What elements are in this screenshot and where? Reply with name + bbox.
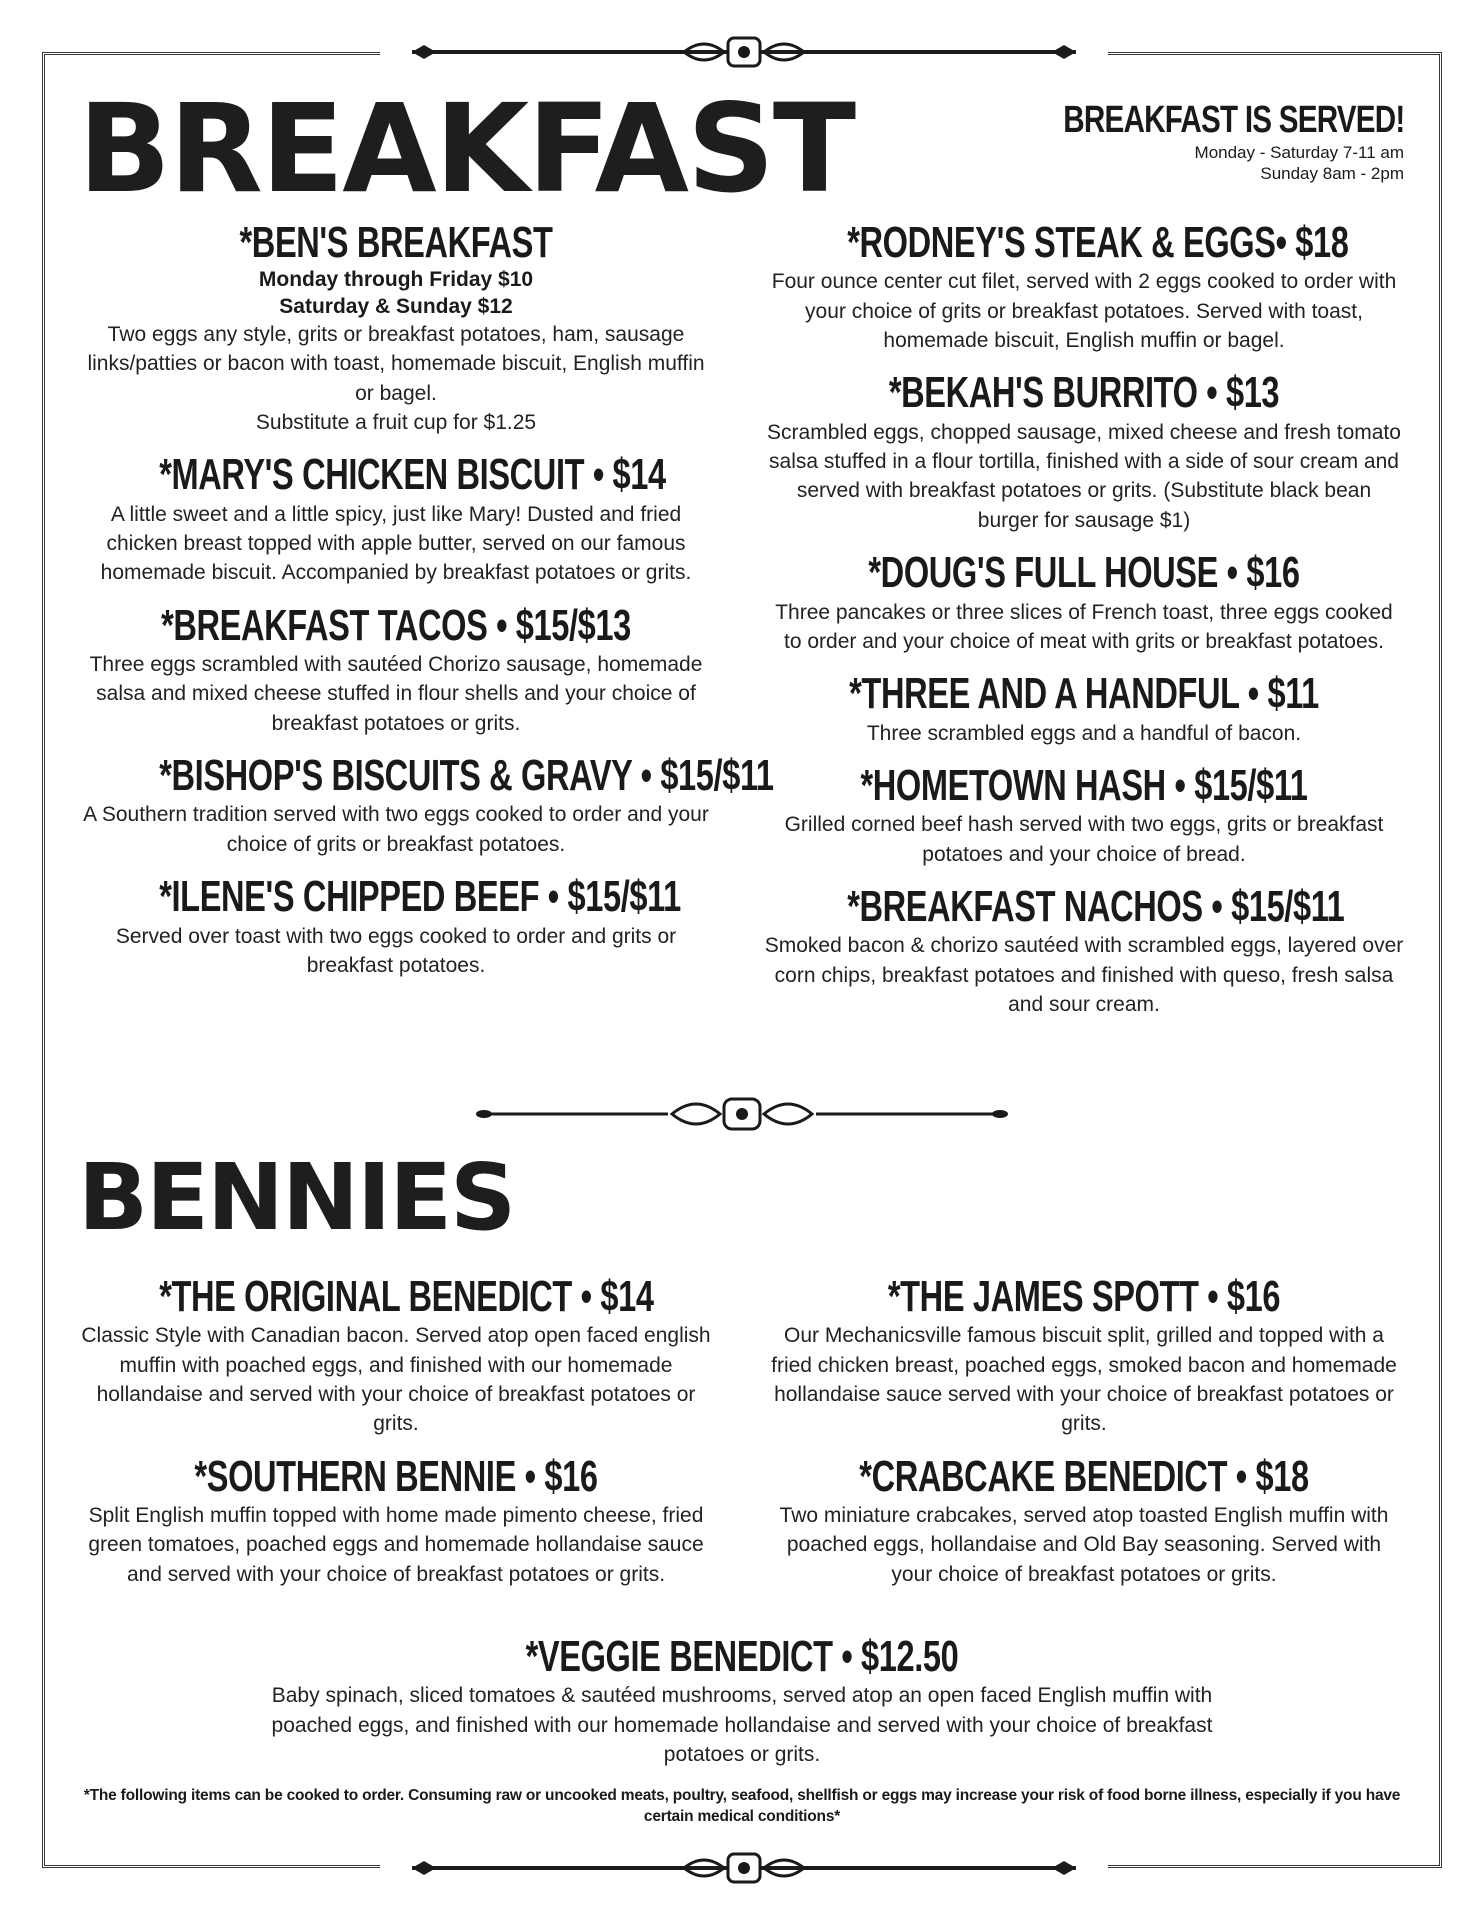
menu-item-description: Two eggs any style, grits or breakfast potatoes, ham, sausage links/patties or bacon with toast, homemade biscuit, English muffin or bagel.: [87, 322, 705, 405]
menu-item-title: *ILENE'S CHIPPED BEEF • $15/$11: [159, 872, 681, 922]
menu-item: [764, 368, 1404, 535]
menu-item-title: *HOMETOWN HASH • $15/$11: [860, 760, 1308, 810]
food-safety-footnote: *The following items can be cooked to order. Consuming raw or uncooked meats, poultry, seafood, shellfish or eggs may increase your risk of food borne illness, especially if you have certain medical conditions*: [83, 1787, 1401, 1825]
menu-item-title: *BREAKFAST NACHOS • $15/$11: [847, 882, 1345, 932]
breakfast-hours-heading: BREAKFAST IS SERVED!: [1062, 99, 1404, 141]
menu-item-title: *THREE AND A HANDFUL • $11: [849, 669, 1319, 719]
menu-item: [76, 450, 716, 587]
menu-item: [76, 1272, 716, 1439]
menu-item-title: *RODNEY'S STEAK & EGGS• $18: [847, 218, 1349, 267]
menu-item-description: A Southern tradition served with two eggs cooked to order and your choice of grits or breakfast potatoes.: [83, 803, 709, 856]
menu-item-title: *DOUG'S FULL HOUSE • $16: [868, 548, 1300, 598]
menu-item: [76, 1452, 716, 1589]
menu-item-description: A little sweet and a little spicy, just like Mary! Dusted and fried chicken breast topped with apple butter, served on our famous homemade biscuit. Accompanied by breakfast potatoes or grits.: [100, 502, 692, 585]
bennies-section-title: BENNIES: [78, 1144, 515, 1251]
menu-item-description: Smoked bacon & chorizo sautéed with scrambled eggs, layered over corn chips, breakfast potatoes and finished with queso, fresh salsa and sour cream.: [764, 934, 1404, 1017]
bennies-right-column: [764, 1272, 1404, 1602]
menu-item-description: Three eggs scrambled with sautéed Chorizo sausage, homemade salsa and mixed cheese stuffed in flour shells and your choice of breakfast potatoes or grits.: [89, 653, 703, 735]
menu-item: [76, 218, 716, 437]
menu-item-title: *CRABCAKE BENEDICT • $18: [859, 1451, 1309, 1501]
menu-item-price-weekday: Monday through Friday $10: [258, 268, 534, 292]
menu-item-description: Two miniature crabcakes, served atop toasted English muffin with poached eggs, hollandaise and Old Bay seasoning. Served with your choice of breakfast potatoes or grits.: [779, 1504, 1389, 1586]
top-flourish-ornament: [380, 34, 1108, 70]
bennies-left-column: [76, 1272, 716, 1602]
menu-item: [764, 882, 1404, 1019]
menu-item: [76, 751, 774, 859]
menu-item: [764, 218, 1404, 355]
menu-item-description: Three pancakes or three slices of French toast, three eggs cooked to order and your choice of meat with grits or breakfast potatoes.: [775, 600, 1393, 653]
menu-item-title: *BISHOP'S BISCUITS & GRAVY • $15/$11: [159, 751, 774, 801]
menu-item-title: *VEGGIE BENEDICT • $12.50: [525, 1632, 959, 1681]
menu-item-title: *THE ORIGINAL BENEDICT • $14: [159, 1272, 654, 1321]
breakfast-section-title: BREAKFAST: [78, 78, 855, 220]
menu-item-price-weekend: Saturday & Sunday $12: [279, 294, 513, 318]
menu-item: [764, 548, 1404, 656]
menu-item-title: *THE JAMES SPOTT • $16: [887, 1272, 1281, 1321]
menu-item: [764, 1452, 1404, 1589]
menu-item-description: Four ounce center cut filet, served with 2 eggs cooked to order with your choice of grits or breakfast potatoes. Served with toast, homemade biscuit, English muffin or bagel.: [771, 270, 1397, 353]
menu-item: [76, 601, 716, 738]
menu-item-description: Scrambled eggs, chopped sausage, mixed cheese and fresh tomato salsa stuffed in a flour tortilla, finished with a side of sour cream and served with breakfast potatoes or grits. (Substitute black bean burger for sausage $1): [767, 420, 1401, 532]
menu-item-title: *SOUTHERN BENNIE • $16: [194, 1451, 598, 1501]
menu-item-note: Substitute a fruit cup for $1.25: [255, 410, 537, 434]
menu-item: [764, 1272, 1404, 1439]
bennies-center-item: [242, 1632, 1242, 1769]
menu-item-description: Grilled corned beef hash served with two eggs, grits or breakfast potatoes and your choice of bread.: [784, 813, 1384, 866]
section-divider-ornament: [472, 1094, 1012, 1134]
menu-item-description: Classic Style with Canadian bacon. Served atop open faced english muffin with poached eggs, and finished with our homemade hollandaise and served with your choice of breakfast potatoes or grits.: [81, 1324, 711, 1436]
menu-item-title: *MARY'S CHICKEN BISCUIT • $14: [159, 450, 666, 500]
breakfast-hours: [967, 100, 1404, 184]
breakfast-hours-weekday: Monday - Saturday 7-11 am: [1194, 142, 1404, 162]
menu-item-description: Three scrambled eggs and a handful of bacon.: [866, 721, 1302, 745]
menu-item-description: Split English muffin topped with home made pimento cheese, fried green tomatoes, poached eggs and homemade hollandaise sauce and served with your choice of breakfast potatoes or grits.: [88, 1504, 704, 1586]
breakfast-left-column: [76, 218, 774, 993]
menu-item: [764, 669, 1404, 748]
menu-item-title: *BEN'S BREAKFAST: [239, 218, 553, 267]
breakfast-right-column: [764, 218, 1404, 1032]
menu-item-title: *BREAKFAST TACOS • $15/$13: [161, 600, 631, 650]
menu-item-description: Our Mechanicsville famous biscuit split, grilled and topped with a fried chicken breast, poached eggs, smoked bacon and homemade hollandaise sauce served with your choice of breakfast potatoes or grits.: [771, 1324, 1397, 1436]
menu-item-title: *BEKAH'S BURRITO • $13: [888, 368, 1280, 418]
menu-item-description: Baby spinach, sliced tomatoes & sautéed mushrooms, served atop an open faced English muffin with poached eggs, and finished with our homemade hollandaise and served with your choice of breakfast potatoes or grits.: [271, 1684, 1213, 1767]
menu-item-description: Served over toast with two eggs cooked to order and grits or breakfast potatoes.: [115, 924, 677, 977]
menu-item: [764, 761, 1404, 869]
bottom-flourish-ornament: [380, 1850, 1108, 1886]
menu-item: [76, 872, 716, 980]
breakfast-hours-sunday: Sunday 8am - 2pm: [1260, 164, 1404, 184]
